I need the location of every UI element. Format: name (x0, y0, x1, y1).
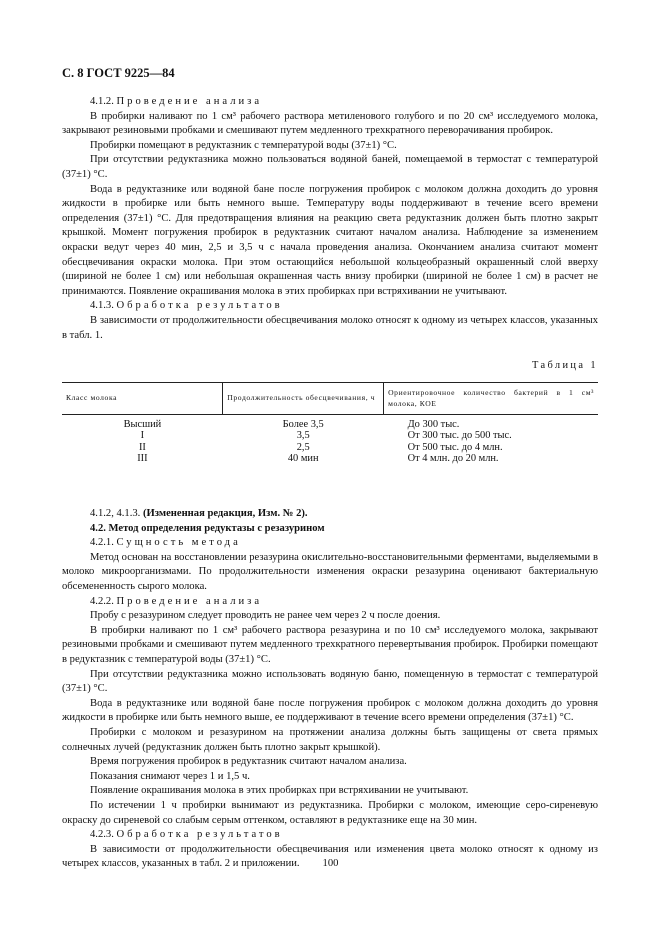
section-number: 4.2.2. (90, 595, 114, 607)
section-4-2-2-heading (62, 595, 598, 610)
table-cell: До 300 тыс. (407, 418, 460, 430)
section-title: Обработка результатов (116, 300, 283, 312)
table-row (62, 414, 598, 430)
document-body (62, 95, 598, 872)
section-number: 4.2.3. (90, 829, 114, 841)
section-title: Проведение анализа (116, 96, 263, 107)
table-cell: 2,5 (296, 441, 310, 453)
table-cell: Более 3,5 (282, 418, 324, 430)
section-title: Проведение анализа (116, 595, 263, 607)
paragraph: Пробирки помещают в редуктазник с температурой воды (37±1) °С. (90, 139, 397, 151)
table-row (62, 453, 598, 465)
section-4-2-title: 4.2. Метод определения редуктазы с резазурином (90, 522, 325, 534)
paragraph: При отсутствии редуктазника можно использовать водяную баню, помещенную в термостат с температурой (37±1) °С. (62, 668, 598, 695)
paragraph: В пробирки наливают по 1 см³ рабочего раствора резазурина и по 10 см³ исследуемого молока, закрывают резиновыми пробками и смешивают путем медленного трехкратного перевертывания пробирок. Пробирки помещают в редуктазник с температурой воды (37±1) °С. (62, 624, 598, 665)
table-caption: Таблица 1 (531, 360, 598, 372)
section-number: 4.1.2. (90, 96, 114, 107)
table-cell: II (138, 441, 146, 453)
section-4-2-3-heading (62, 828, 598, 843)
amendment-text: (Измененная редакция, Изм. № 2). (142, 508, 308, 520)
section-number: 4.2.1. (90, 537, 114, 549)
table-cell: 40 мин (287, 453, 319, 465)
section-title: Обработка результатов (116, 829, 283, 841)
table-cell: I (140, 430, 145, 442)
table-cell: От 300 тыс. до 500 тыс. (407, 430, 512, 442)
paragraph: При отсутствии редуктазника можно пользоваться водяной баней, помещаемой в термостат с температурой (37±1) °С. (62, 154, 598, 180)
paragraph: Пробирки с молоком и резазурином на протяжении анализа должны быть защищены от света прямых солнечных лучей (редуктазник должен быть плотно закрыт крышкой). (62, 726, 598, 753)
amendment-note (62, 507, 598, 522)
section-4-1-3-heading (62, 299, 598, 314)
table-row (62, 442, 598, 454)
section-number: 4.1.3. (90, 300, 114, 312)
table-cell: От 500 тыс. до 4 млн. (407, 441, 503, 453)
table-cell: 3,5 (296, 430, 310, 442)
table-cell: III (137, 453, 148, 465)
table-header-cell: Класс молока (62, 382, 223, 414)
paragraph: Метод основан на восстановлении резазурина окислительно-восстановительными ферментами, выделяемыми в молоко микроорганизмами. По продолжительности изменения окраски резазурина оценивают бактериальную обсемененность сырого молока. (62, 551, 598, 593)
paragraph: Показания снимают через 1 и 1,5 ч. (90, 770, 250, 782)
table-row (62, 430, 598, 442)
page-number: 100 (322, 858, 339, 869)
paragraph: В зависимости от продолжительности обесцвечивания молоко относят к одному из четырех классов, указанных в табл. 1. (62, 314, 598, 341)
amendment-sections: 4.1.2, 4.1.3. (90, 508, 141, 520)
paragraph: В пробирки наливают по 1 см³ рабочего раствора метиленового голубого и по 20 см³ исследуемого молока, закрывают резиновыми пробками и смешивают путем медленного трехкратного переворачивания пробирок. (62, 110, 598, 137)
section-4-1-2-heading (62, 95, 598, 110)
paragraph: По истечении 1 ч пробирки вынимают из редуктазника. Пробирки с молоком, имеющие серо-сиреневую окраску до сиреневой со слабым серым оттенком, оставляют в редуктазнике еще на 30 мин. (62, 799, 598, 826)
paragraph: Вода в редуктазнике или водяной бане после погружения пробирок с молоком должна доходить до уровня жидкости в пробирке или быть немного выше, ее поддерживают в течение всего времени определения (37±1) °С. (62, 697, 598, 724)
table-cell: Высший (123, 418, 162, 430)
table-header-cell: Ориентировочное количество бактерий в 1 см³ молока, КОЕ (384, 382, 598, 414)
page-header: С. 8 ГОСТ 9225—84 (62, 66, 175, 80)
table-header-row (62, 382, 598, 414)
section-4-2-1-heading (62, 536, 598, 551)
section-title: Сущность метода (116, 537, 241, 549)
paragraph: В зависимости от продолжительности обесцвечивания или изменения цвета молоко относят к одному из четырех классов, указанных в табл. 2 и приложении. (62, 843, 598, 870)
table-header-cell: Продолжительность обесцвечивания, ч (223, 382, 384, 414)
paragraph: Пробу с резазурином следует проводить не ранее чем через 2 ч после доения. (90, 610, 441, 622)
paragraph: Время погружения пробирок в редуктазник считают началом анализа. (90, 756, 407, 768)
paragraph: Вода в редуктазнике или водяной бане после погружения пробирок с молоком должна доходить до уровня жидкости в пробирке или быть немного выше. Температуру воды поддерживают в течение всего времени определения (37±1) °С. Для предотвращения влияния на реакцию света редуктазник должен быть плотно закрыт крышкой. Момент погружения пробирок в редуктазник считают началом анализа. Наблюдение за изменением окраски ведут через 40 мин, 2,5 и 3,5 ч с начала проведения анализа. Окончанием анализа считают момент обесцвечивания окраски молока. При этом остающийся небольшой кольцеобразный окрашенный слой вверху (шириной не более 1 см) или небольшая окрашенная часть внизу пробирки (шириной не более 1 см) в расчет не принимаются. Появление окрашивания молока в этих пробирках при встряхивании не учитывают. (62, 183, 598, 297)
table-cell: От 4 млн. до 20 млн. (407, 453, 499, 465)
paragraph: Появление окрашивания молока в этих пробирках при встряхивании не учитывают. (90, 785, 469, 797)
table-1 (62, 382, 598, 465)
spacer (62, 465, 598, 507)
